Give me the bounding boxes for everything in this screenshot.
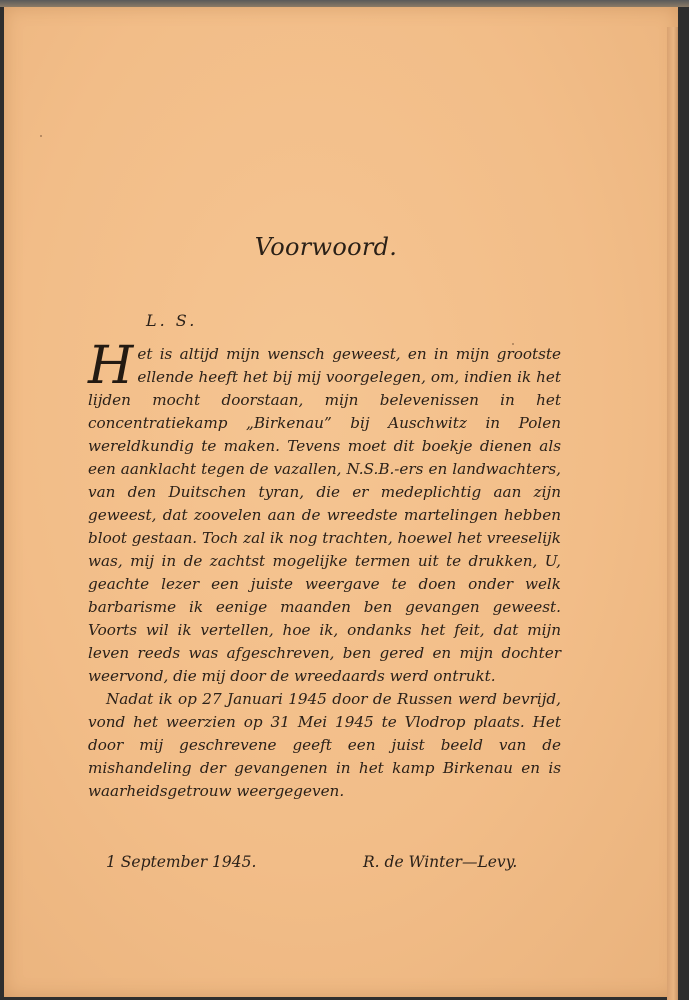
signature-date: 1 September 1945. (106, 853, 257, 871)
book-page (4, 7, 678, 997)
page-edge (667, 27, 678, 1000)
salutation: L. S. (146, 311, 198, 330)
paragraph-1-text: et is altijd mijn wensch geweest, en in mijn grootste ellende heeft het bij mij voorgelegen, om, indien ik het lijden mocht doorstaan, mijn belevenissen in het concentratiekamp „Birkenau” bij Auschwitz in Polen wereldkundig te maken. Tevens moet dit boekje dienen als een aanklacht tegen de vazallen, N.S.B.-ers en landwachters, van den Duitschen tyran, die er medeplichtig aan zijn geweest, dat zoovelen aan de wreedste martelingen hebben bloot gestaan. Toch zal ik nog trachten, hoewel het vreeselijk was, mij in de zachtst mogelijke termen uit te drukken, U, geachte lezer een juiste weergave te doen onder welk barbarisme ik eenige maanden ben gevangen geweest. Voorts wil ik vertellen, hoe ik, ondanks het feit, dat mijn leven reeds was afgeschreven, ben gered en mijn dochter weervond, die mij door de wreedaards werd ontrukt. (88, 345, 562, 685)
paragraph-2: Nadat ik op 27 Januari 1945 door de Russen werd bevrijd, vond het weerzien op 31 Mei 1945 te Vlodrop plaats. Het door mij geschrevene geeft een juist beeld van de mishandeling der gevangenen in het kamp Birkenau en is waarheidsgetrouw weergegeven. (88, 690, 561, 800)
drop-cap: H (88, 336, 134, 396)
page-title: Voorwoord. (254, 233, 398, 261)
paragraph-1 (88, 336, 562, 688)
signature-author: R. de Winter—Levy. (363, 853, 518, 871)
scan-border (0, 0, 689, 7)
paper-speck (40, 135, 42, 137)
foreword-body (88, 336, 562, 803)
